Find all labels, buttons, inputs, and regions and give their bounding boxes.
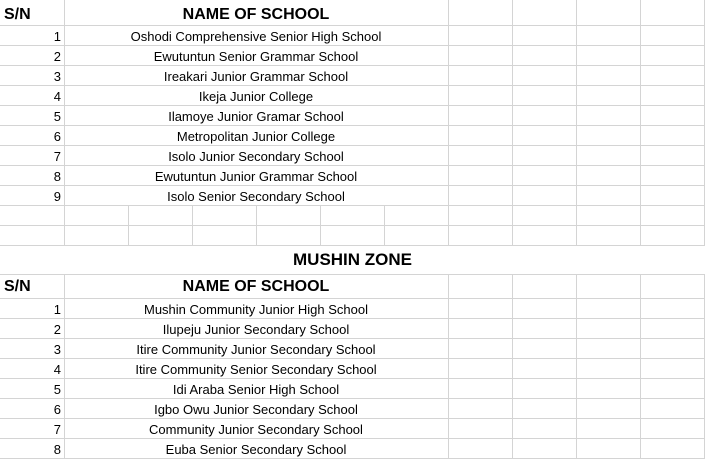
sn-cell[interactable]: 8 [53, 441, 61, 457]
sn-cell[interactable]: 5 [53, 108, 61, 124]
school-name-cell[interactable]: Idi Araba Senior High School [172, 381, 340, 397]
sn-cell[interactable]: 3 [53, 341, 61, 357]
sn-cell[interactable]: 9 [53, 188, 61, 204]
school-name-cell[interactable]: Isolo Senior Secondary School [167, 188, 345, 204]
name-of-school-header[interactable]: NAME OF SCHOOL [182, 5, 330, 23]
school-name-cell[interactable]: Euba Senior Secondary School [165, 441, 347, 457]
school-name-cell[interactable]: Mushin Community Junior High School [144, 301, 368, 317]
school-name-cell[interactable]: Itire Community Junior Secondary School [136, 341, 376, 357]
sn-cell[interactable]: 4 [53, 361, 61, 377]
sn-cell[interactable]: 1 [53, 28, 61, 44]
school-name-cell[interactable]: Ilamoye Junior Gramar School [168, 108, 344, 124]
sn-cell[interactable]: 1 [53, 301, 61, 317]
school-name-cell[interactable]: Ewutuntun Senior Grammar School [153, 48, 359, 64]
school-name-cell[interactable]: Isolo Junior Secondary School [168, 148, 344, 164]
school-name-cell[interactable]: Igbo Owu Junior Secondary School [154, 401, 358, 417]
school-name-cell[interactable]: Itire Community Senior Secondary School [135, 361, 377, 377]
sn-cell[interactable]: 6 [53, 401, 61, 417]
sn-cell[interactable]: 2 [53, 321, 61, 337]
school-name-cell[interactable]: Ikeja Junior College [198, 88, 314, 104]
school-name-cell[interactable]: Ireakari Junior Grammar School [163, 68, 349, 84]
sn-cell[interactable]: 2 [53, 48, 61, 64]
sn-cell[interactable]: 4 [53, 88, 61, 104]
school-name-cell[interactable]: Community Junior Secondary School [149, 421, 363, 437]
sn-header[interactable]: S/N [4, 5, 31, 23]
sn-cell[interactable]: 7 [53, 421, 61, 437]
sn-header[interactable]: S/N [4, 277, 31, 295]
mushin-zone-title[interactable]: MUSHIN ZONE [293, 250, 412, 269]
sn-cell[interactable]: 8 [53, 168, 61, 184]
school-name-cell[interactable]: Oshodi Comprehensive Senior High School [130, 28, 382, 44]
sn-cell[interactable]: 5 [53, 381, 61, 397]
sn-cell[interactable]: 3 [53, 68, 61, 84]
school-name-cell[interactable]: Metropolitan Junior College [176, 128, 336, 144]
name-of-school-header[interactable]: NAME OF SCHOOL [182, 277, 330, 295]
sn-cell[interactable]: 7 [53, 148, 61, 164]
sn-cell[interactable]: 6 [53, 128, 61, 144]
school-name-cell[interactable]: Ewutuntun Junior Grammar School [154, 168, 358, 184]
school-name-cell[interactable]: Ilupeju Junior Secondary School [162, 321, 350, 337]
